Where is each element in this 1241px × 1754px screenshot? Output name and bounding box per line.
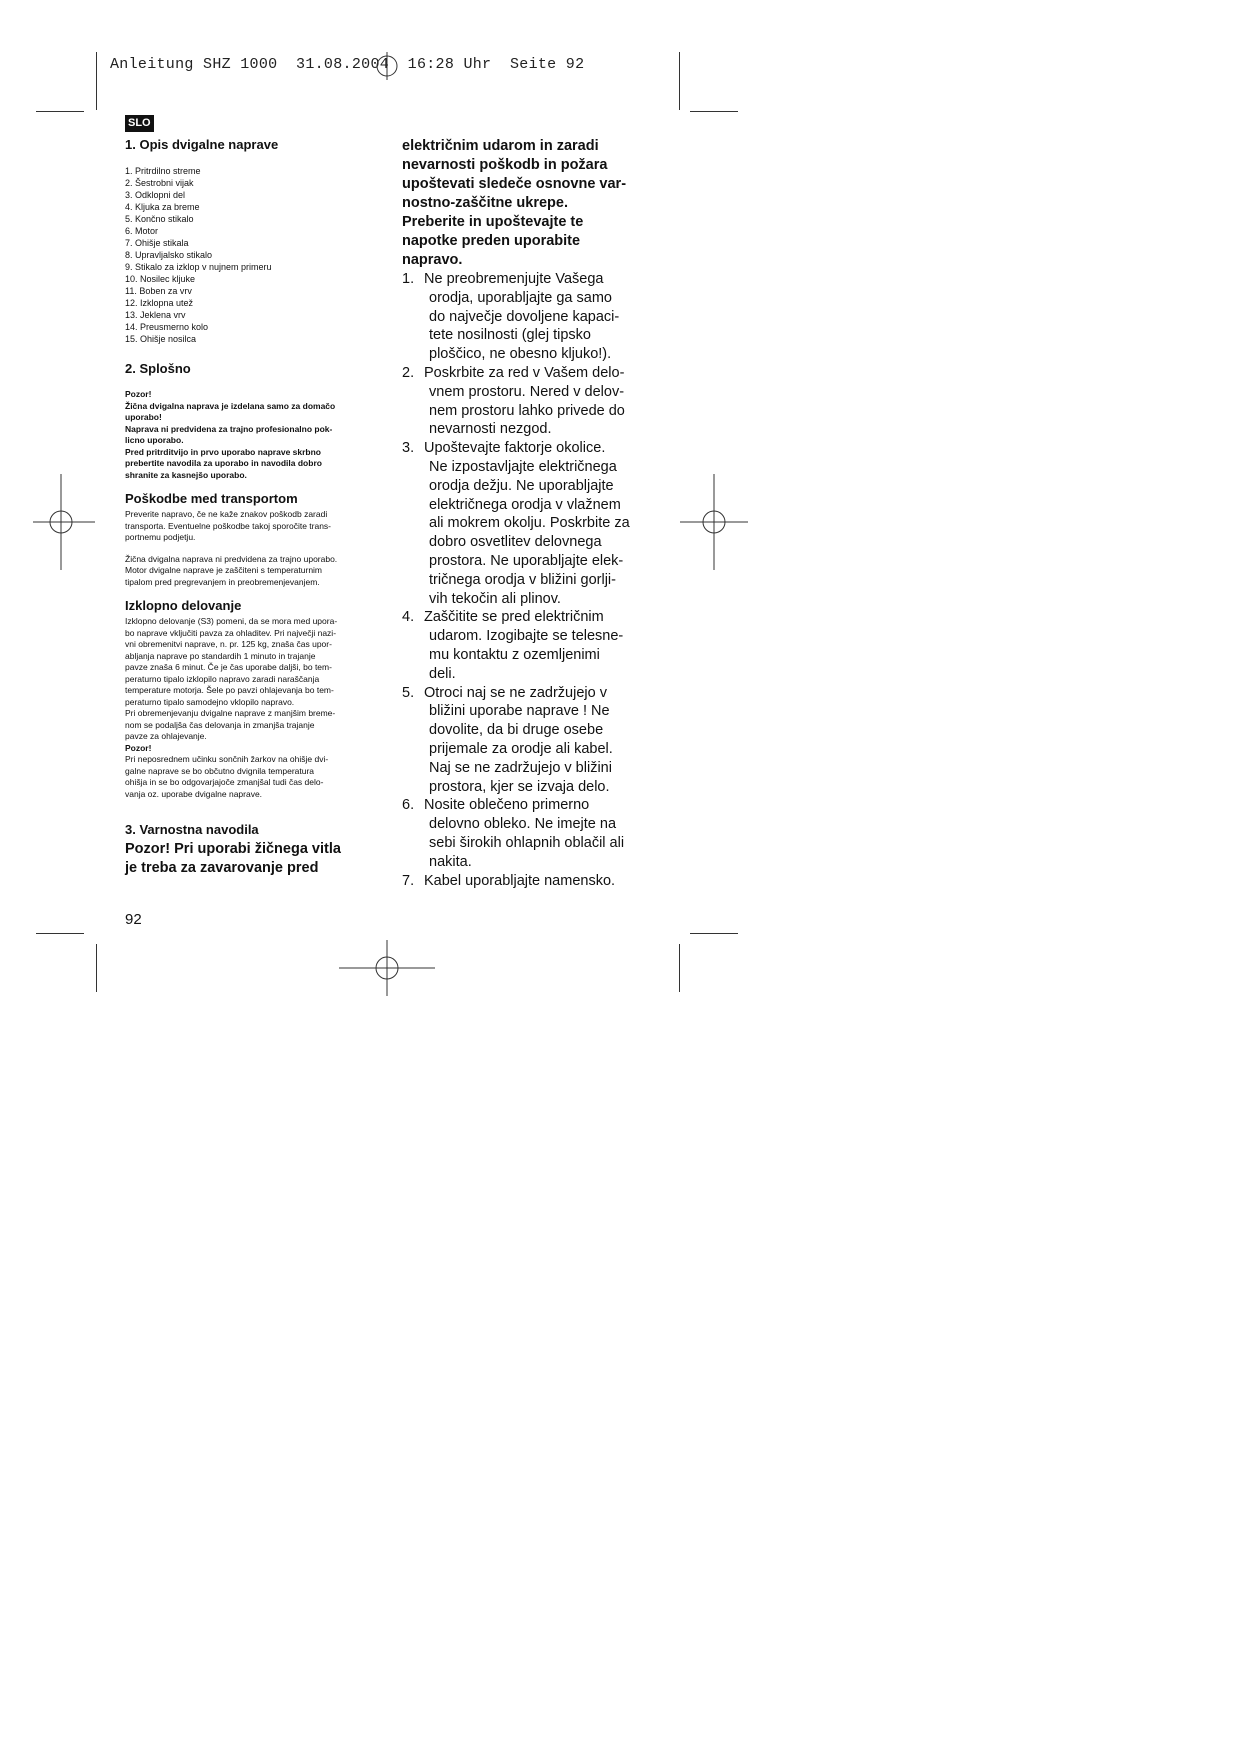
text-line: vih tekočin ali plinov. bbox=[429, 590, 561, 607]
list-item bbox=[402, 270, 657, 364]
list-number: 5. bbox=[402, 684, 415, 701]
text-line: delovno obleko. Ne imejte na bbox=[429, 816, 617, 833]
safety-intro-right bbox=[402, 137, 657, 270]
text-line: sebi širokih ohlapnih oblačil ali bbox=[429, 834, 625, 851]
registration-mark-top bbox=[339, 18, 435, 114]
text-line: Ne izpostavljajte električnega bbox=[429, 458, 617, 475]
text-line: nostno-zaščitne ukrepe. bbox=[402, 195, 568, 211]
text-line: Preverite napravo, če ne kaže znakov poškodb zaradi bbox=[125, 509, 328, 519]
text-line: Motor dvigalne naprave je zaščiteni s temperaturnim bbox=[125, 565, 323, 575]
warning-line: Pozor! bbox=[125, 389, 152, 399]
text-line: portnemu podjetju. bbox=[125, 532, 196, 542]
list-item: 15. Ohišje nosilca bbox=[125, 334, 197, 344]
text-line: orodja dežju. Ne uporabljajte bbox=[429, 477, 614, 494]
text-line: ali mokrem okolju. Poskrbite za bbox=[429, 515, 630, 532]
text-line: bo naprave vključiti pavza za ohladitev. Pri največji nazi- bbox=[125, 627, 337, 638]
transport-paragraph bbox=[125, 509, 375, 544]
text-line: ohišja in se bo odgovarjajoče zmanjšal tudi čas delo- bbox=[125, 777, 324, 787]
list-text bbox=[424, 872, 657, 891]
subsection-title: Izklopno delovanje bbox=[125, 598, 242, 613]
list-item: 14. Preusmerno kolo bbox=[125, 322, 209, 332]
text-line: Pri neposrednem učinku sončnih žarkov na ohišje dvi- bbox=[125, 754, 329, 764]
intermittent-paragraph bbox=[125, 616, 375, 743]
crop-mark bbox=[36, 111, 84, 112]
text-line: nem prostoru lahko privede do bbox=[429, 402, 625, 419]
warning-label: Pozor! bbox=[125, 742, 152, 753]
text-line: prijemale za orodje ali kabel. bbox=[429, 740, 613, 757]
section-title: 2. Splošno bbox=[125, 361, 191, 376]
text-line: električnim udarom in zaradi bbox=[402, 138, 599, 154]
text-line: vanja oz. uporabe dvigalne naprave. bbox=[125, 788, 263, 799]
text-line: nom se podaljša čas delovanja in zmanjša trajanje bbox=[125, 719, 315, 730]
text-line: nakita. bbox=[429, 853, 472, 870]
registration-mark-right bbox=[666, 474, 762, 570]
text-line: Zaščitite se pred električnim bbox=[424, 609, 604, 626]
text-line: Otroci naj se ne zadržujejo v bbox=[424, 684, 607, 701]
text-line: nevarnosti poškodb in požara bbox=[402, 157, 608, 173]
text-line: prostora, kjer se izvaja delo. bbox=[429, 778, 610, 795]
text-line: Pri obremenjevanju dvigalne naprave z manjšim breme- bbox=[125, 708, 336, 718]
list-item: 6. Motor bbox=[125, 226, 159, 236]
text-line: do največje dovoljene kapaci- bbox=[429, 308, 620, 325]
language-badge: SLO bbox=[125, 115, 154, 132]
parts-list bbox=[125, 165, 375, 345]
text-line: Izklopno delovanje (S3) pomeni, da se mora med upora- bbox=[125, 616, 338, 626]
text-line: temperature motorja. Šele po pavzi ohlajevanja bo tem- bbox=[125, 685, 334, 695]
warning-block bbox=[125, 389, 375, 481]
left-column bbox=[125, 137, 375, 878]
text-line: električnega orodja v vlažnem bbox=[429, 496, 621, 513]
right-column bbox=[402, 137, 657, 890]
list-item bbox=[402, 872, 657, 891]
crop-mark bbox=[96, 944, 97, 992]
crop-mark bbox=[679, 52, 680, 110]
text-line: Preberite in upoštevajte te bbox=[402, 214, 584, 230]
list-item: 2. Šestrobni vijak bbox=[125, 178, 194, 188]
section-title: 1. Opis dvigalne naprave bbox=[125, 137, 279, 152]
crop-mark bbox=[96, 52, 97, 110]
list-number: 6. bbox=[402, 797, 415, 814]
list-item: 12. Izklopna utež bbox=[125, 298, 194, 308]
text-line: pavze za ohlajevanje. bbox=[125, 731, 207, 741]
list-text bbox=[424, 684, 657, 797]
warning-line: Žična dvigalna naprava je izdelana samo za domačo bbox=[125, 400, 336, 411]
list-item: 1. Pritrdilno streme bbox=[125, 166, 201, 176]
list-item: 4. Kljuka za breme bbox=[125, 202, 200, 212]
list-item: 11. Boben za vrv bbox=[125, 286, 192, 296]
list-text bbox=[424, 270, 657, 364]
text-line: deli. bbox=[429, 665, 456, 682]
text-line: abljanja naprave po standardih 1 minuto in trajanje bbox=[125, 650, 316, 661]
registration-mark-bottom bbox=[339, 920, 435, 1016]
text-line: Žična dvigalna naprava ni predvidena za trajno uporabo. bbox=[125, 553, 338, 564]
warning-line: Pred pritrditvijo in prvo uporabo naprave skrbno bbox=[125, 446, 322, 457]
text-line: Nosite oblečeno primerno bbox=[424, 797, 590, 814]
list-text bbox=[424, 439, 657, 608]
crop-mark bbox=[679, 944, 680, 992]
motor-paragraph bbox=[125, 554, 375, 589]
warning-line: uporabo! bbox=[125, 412, 162, 422]
crop-mark bbox=[690, 933, 738, 934]
text-line: udarom. Izogibajte se telesne- bbox=[429, 628, 624, 645]
text-line: prostora. Ne uporabljajte elek- bbox=[429, 552, 624, 569]
text-line: tričnega orodja v bližini gorlji- bbox=[429, 571, 616, 588]
list-item: 8. Upravljalsko stikalo bbox=[125, 250, 213, 260]
text-line: napotke preden uporabite bbox=[402, 233, 581, 249]
list-item bbox=[402, 684, 657, 797]
text-line: transporta. Eventuelne poškodbe takoj sporočite trans- bbox=[125, 520, 332, 531]
list-text bbox=[424, 608, 657, 683]
text-line: pavze znaša 6 minut. Če je čas uporabe daljši, bo tem- bbox=[125, 662, 332, 672]
text-line: ploščico, ne obesno kljuko!). bbox=[429, 346, 612, 363]
text-line: galne naprave se bo občutno dvignila temperatura bbox=[125, 765, 315, 776]
text-line: vnem prostoru. Nered v delov- bbox=[429, 383, 625, 400]
text-line: nevarnosti nezgod. bbox=[429, 421, 552, 438]
section-title: 3. Varnostna navodila bbox=[125, 822, 259, 837]
warning-line: prebertite navodila za uporabo in navodila dobro bbox=[125, 458, 322, 468]
text-line: orodja, uporabljajte ga samo bbox=[429, 289, 612, 306]
text-line: Upoštevajte faktorje okolice. bbox=[424, 440, 606, 457]
safety-intro-left bbox=[125, 840, 375, 878]
text-line: je treba za zavarovanje pred bbox=[125, 860, 319, 876]
list-item bbox=[402, 608, 657, 683]
list-item bbox=[402, 364, 657, 439]
list-item bbox=[402, 796, 657, 871]
registration-mark-left bbox=[13, 474, 109, 570]
warning-line: licno uporabo. bbox=[125, 435, 184, 445]
text-line: Naj se ne zadržujejo v bližini bbox=[429, 759, 612, 776]
text-line: upoštevati sledeče osnovne var- bbox=[402, 176, 627, 192]
text-line: dobro osvetlitev delovnega bbox=[429, 534, 602, 551]
text-line: vni obremenitvi naprave, n. pr. 125 kg, znaša čas upor- bbox=[125, 639, 332, 649]
text-line: bližini uporabe naprave ! Ne bbox=[429, 703, 610, 720]
list-item: 5. Končno stikalo bbox=[125, 214, 194, 224]
list-number: 4. bbox=[402, 609, 415, 626]
list-text bbox=[424, 796, 657, 871]
list-number: 2. bbox=[402, 364, 415, 381]
safety-rules-list bbox=[402, 270, 657, 890]
warning-line: Naprava ni predvidena za trajno profesionalno pok- bbox=[125, 423, 333, 434]
print-header: Anleitung SHZ 1000 31.08.2004 16:28 Uhr Seite 92 bbox=[110, 56, 585, 73]
list-number: 7. bbox=[402, 872, 415, 889]
sun-paragraph bbox=[125, 754, 375, 800]
page-number: 92 bbox=[125, 911, 142, 928]
crop-mark bbox=[36, 933, 84, 934]
text-line: Ne preobremenjujte Vašega bbox=[424, 271, 604, 287]
subsection-title: Poškodbe med transportom bbox=[125, 491, 298, 506]
warning-line: shranite za kasnejšo uporabo. bbox=[125, 469, 247, 480]
text-line: peraturno tipalo samodejno vklopilo napravo. bbox=[125, 696, 295, 707]
list-item: 13. Jeklena vrv bbox=[125, 310, 186, 320]
crop-mark bbox=[690, 111, 738, 112]
list-item: 7. Ohišje stikala bbox=[125, 238, 189, 248]
list-text bbox=[424, 364, 657, 439]
text-line: mu kontaktu z ozemljenimi bbox=[429, 646, 600, 663]
text-line: Poskrbite za red v Vašem delo- bbox=[424, 364, 625, 381]
text-line: Kabel uporabljajte namensko. bbox=[424, 872, 616, 889]
list-item: 9. Stikalo za izklop v nujnem primeru bbox=[125, 262, 272, 272]
text-line: Pozor! Pri uporabi žičnega vitla bbox=[125, 841, 341, 857]
text-line: peraturno tipalo izklopilo napravo zaradi naraščanja bbox=[125, 673, 320, 684]
text-line: tete nosilnosti (glej tipsko bbox=[429, 327, 591, 344]
list-item: 3. Odklopni del bbox=[125, 190, 186, 200]
text-line: napravo. bbox=[402, 252, 463, 268]
list-item: 10. Nosilec kljuke bbox=[125, 274, 196, 284]
text-line: dovolite, da bi druge osebe bbox=[429, 722, 604, 739]
list-number: 1. bbox=[402, 271, 415, 287]
text-line: tipalom pred pregrevanjem in preobremenjevanjem. bbox=[125, 576, 320, 587]
list-item bbox=[402, 439, 657, 608]
list-number: 3. bbox=[402, 440, 415, 457]
